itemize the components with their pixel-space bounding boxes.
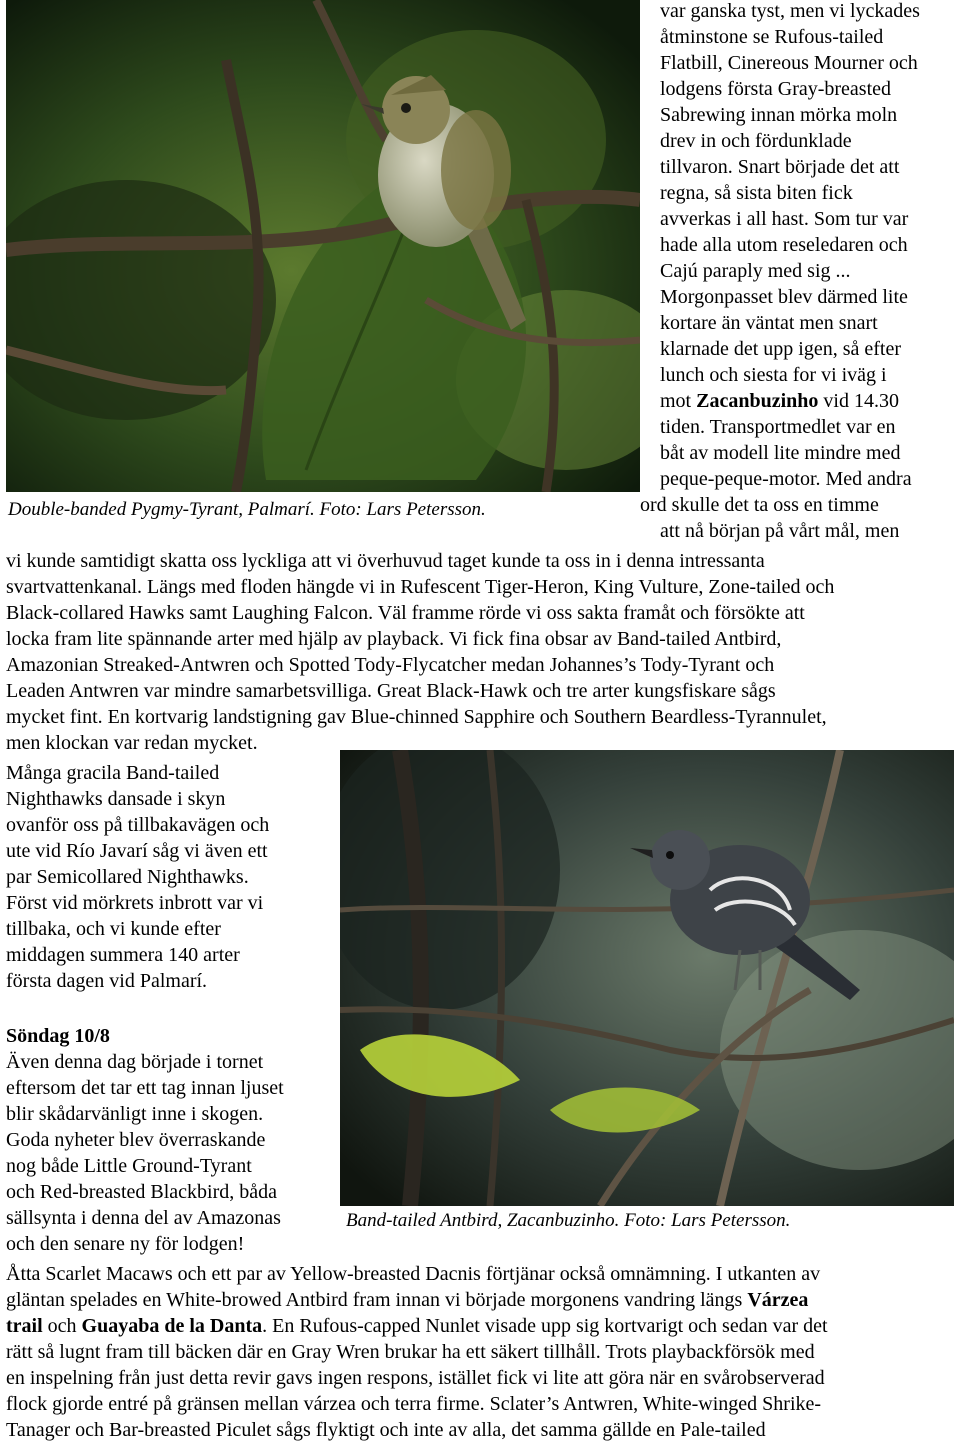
text-line-zacanbuzinho: mot Zacanbuzinho vid 14.30 xyxy=(660,390,899,412)
text-line: Flatbill, Cinereous Mourner och xyxy=(660,52,918,74)
text-line: ovanför oss på tillbakavägen och xyxy=(6,814,270,836)
text-line: peque-peque-motor. Med andra xyxy=(660,468,912,490)
text-line: svartvattenkanal. Längs med floden hängde vi in Rufescent Tiger-Heron, King Vulture, Zone-tailed och xyxy=(6,576,835,598)
text-line: Leaden Antwren var mindre samarbetsvilliga. Great Black-Hawk och tre arter kungsfiskare sågs xyxy=(6,680,776,702)
text-line: rätt så lugnt fram till bäcken där en Gray Wren brukar ha ett säkert tillhåll. Trots playbackförsök med xyxy=(6,1341,815,1363)
text-line: regna, så sista biten fick xyxy=(660,182,853,204)
antbird-image xyxy=(340,750,954,1206)
text-line: Tanager och Bar-breasted Piculet sågs flyktigt och inte av alla, det samma gällde en Pale-tailed xyxy=(6,1419,766,1441)
text-line: tiden. Transportmedlet var en xyxy=(660,416,896,438)
text-line: ord skulle det ta oss en timme xyxy=(640,494,879,516)
text-line: Åtta Scarlet Macaws och ett par av Yellow-breasted Dacnis förtjänar också omnämning. I utkanten av xyxy=(6,1263,821,1285)
text-line: par Semicollared Nighthawks. xyxy=(6,866,249,888)
text-line: Morgonpasset blev därmed lite xyxy=(660,286,908,308)
text-line: eftersom det tar ett tag innan ljuset xyxy=(6,1077,284,1099)
text-line: Goda nyheter blev överraskande xyxy=(6,1129,266,1151)
text-line: en inspelning från just detta revir gavs ingen respons, istället fick vi lite att göra när en svårobserverad xyxy=(6,1367,825,1389)
text-line: vi kunde samtidigt skatta oss lyckliga att vi överhuvud taget kunde ta oss in i denna intressanta xyxy=(6,550,765,572)
text-line: Nighthawks dansade i skyn xyxy=(6,788,226,810)
photo2-caption: Band-tailed Antbird, Zacanbuzinho. Foto: Lars Petersson. xyxy=(346,1210,791,1231)
text-line: och den senare ny för lodgen! xyxy=(6,1233,245,1255)
text-line: Många gracila Band-tailed xyxy=(6,762,220,784)
text-line: Även denna dag började i tornet xyxy=(6,1051,264,1073)
photo-pygmy-tyrant xyxy=(6,0,640,492)
text-line: lunch och siesta for vi iväg i xyxy=(660,364,887,386)
text-line: Först vid mörkrets inbrott var vi xyxy=(6,892,264,914)
section-heading: Söndag 10/8 xyxy=(6,1025,110,1047)
text-line: klarnade det upp igen, så efter xyxy=(660,338,902,360)
text-line: mycket fint. En kortvarig landstigning gav Blue-chinned Sapphire och Southern Beardless-Tyrannulet, xyxy=(6,706,827,728)
text-line: åtminstone se Rufous-tailed xyxy=(660,26,884,48)
text-line: att nå början på vårt mål, men xyxy=(660,520,900,542)
photo-band-tailed-antbird xyxy=(340,750,954,1206)
text-line: båt av modell lite mindre med xyxy=(660,442,901,464)
text-line: Amazonian Streaked-Antwren och Spotted Tody-Flycatcher medan Johannes’s Tody-Tyrant och xyxy=(6,654,775,676)
text-line: Black-collared Hawks samt Laughing Falcon. Väl framme rörde vi oss sakta framåt och försökte att xyxy=(6,602,805,624)
text-line-trail: trail och Guayaba de la Danta. En Rufous-capped Nunlet visade upp sig kortvarigt och sedan var det xyxy=(6,1315,828,1337)
text-line: flock gjorde entré på gränsen mellan várzea och terra firme. Sclater’s Antwren, White-winged Shrike- xyxy=(6,1393,822,1415)
text-line-varzea: gläntan spelades en White-browed Antbird fram innan vi började morgonens vandring längs Várzea xyxy=(6,1289,809,1311)
text-line: men klockan var redan mycket. xyxy=(6,732,258,754)
text-line: och Red-breasted Blackbird, båda xyxy=(6,1181,278,1203)
photo1-caption: Double-banded Pygmy-Tyrant, Palmarí. Foto: Lars Petersson. xyxy=(8,499,486,520)
text-line: tillvaron. Snart började det att xyxy=(660,156,900,178)
text-line: ute vid Río Javarí såg vi även ett xyxy=(6,840,268,862)
text-line: lodgens första Gray-breasted xyxy=(660,78,892,100)
text-line: tillbaka, och vi kunde efter xyxy=(6,918,221,940)
text-line: middagen summera 140 arter xyxy=(6,944,240,966)
text-line: Sabrewing innan mörka moln xyxy=(660,104,898,126)
text-line: avverkas i all hast. Som tur var xyxy=(660,208,909,230)
pygmy-tyrant-image xyxy=(6,0,640,492)
text-line: locka fram lite spännande arter med hjälp av playback. Vi fick fina obsar av Band-tailed Antbird, xyxy=(6,628,782,650)
text-line: första dagen vid Palmarí. xyxy=(6,970,208,992)
text-line: blir skådarvänligt inne i skogen. xyxy=(6,1103,264,1125)
text-line: sällsynta i denna del av Amazonas xyxy=(6,1207,281,1229)
text-line: hade alla utom reseledaren och xyxy=(660,234,908,256)
text-line: nog både Little Ground-Tyrant xyxy=(6,1155,252,1177)
text-line: Cajú paraply med sig ... xyxy=(660,260,851,282)
text-line: drev in och fördunklade xyxy=(660,130,852,152)
text-line: kortare än väntat men snart xyxy=(660,312,878,334)
text-line: var ganska tyst, men vi lyckades xyxy=(660,0,920,22)
